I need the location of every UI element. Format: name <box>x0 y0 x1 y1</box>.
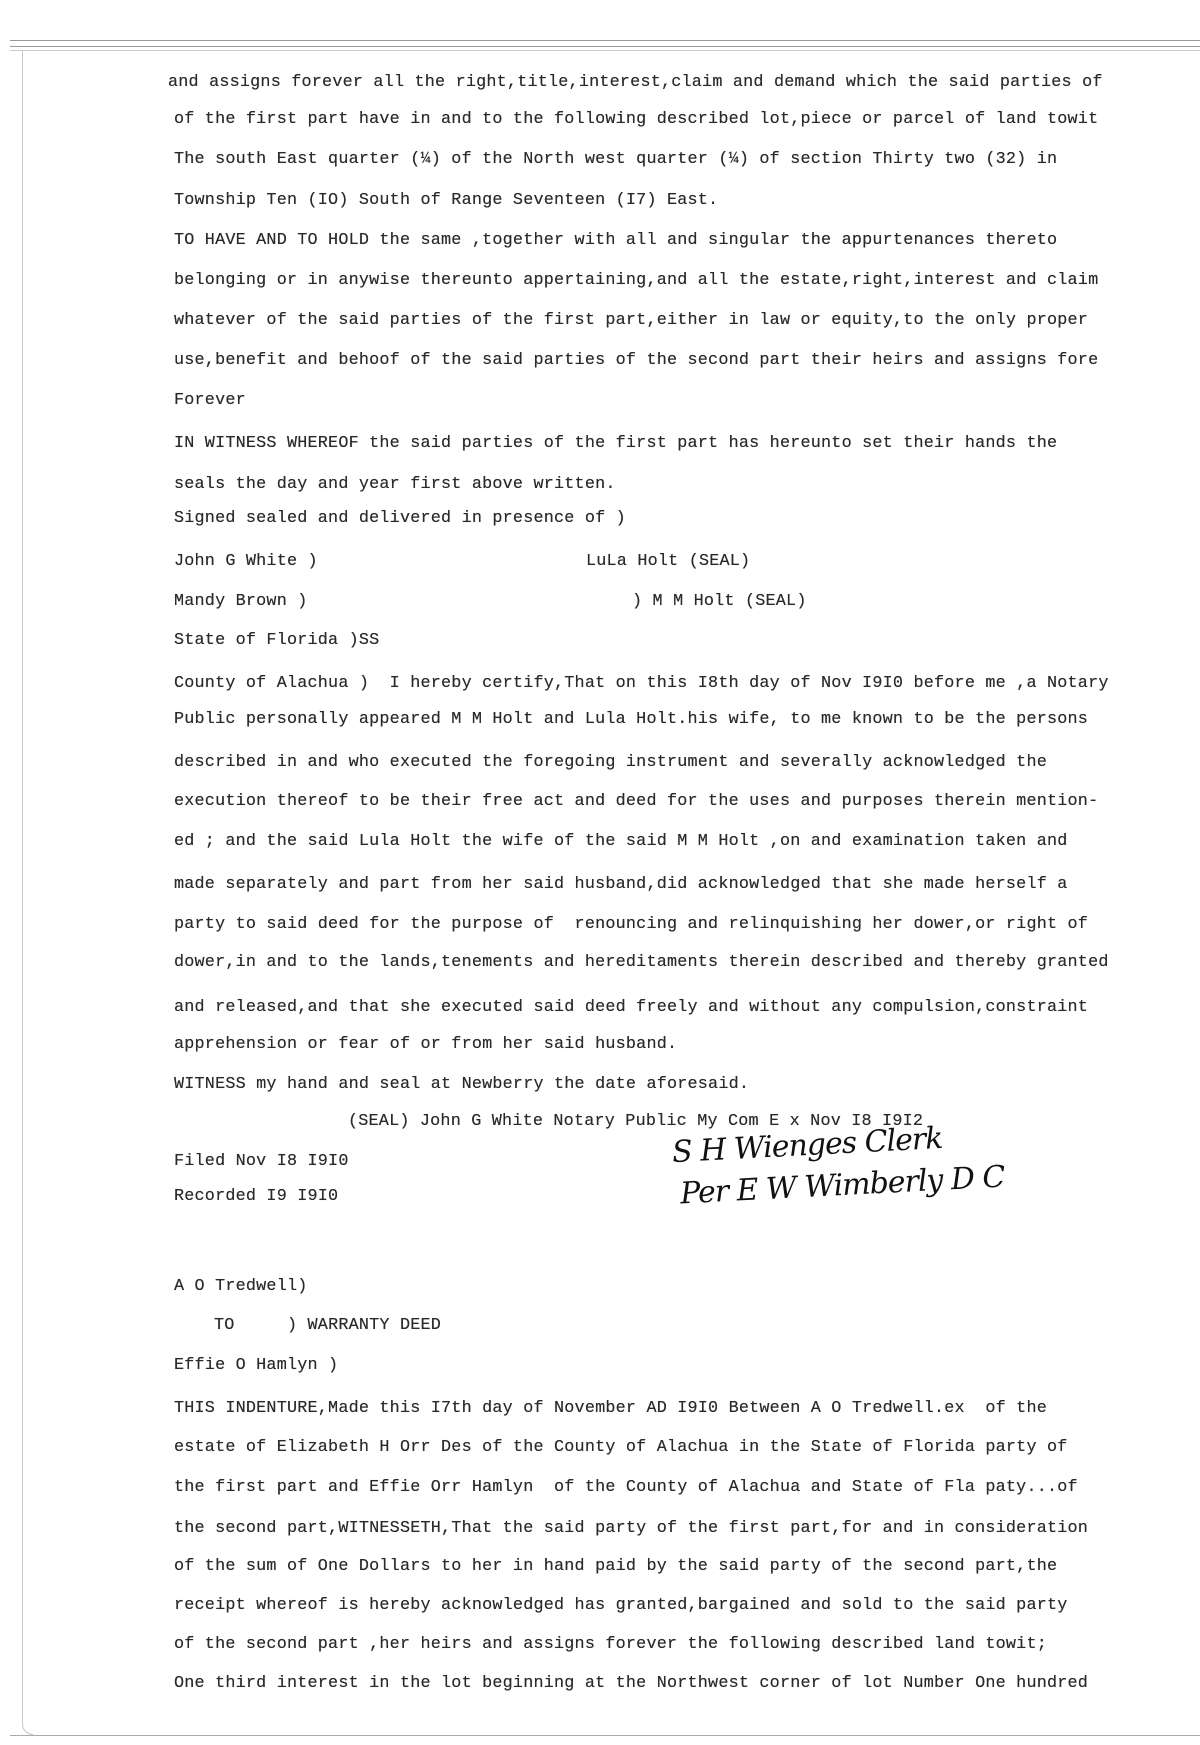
grantor-signature: ) M M Holt (SEAL) <box>632 592 807 611</box>
deputy-clerk-signature: Per E W Wimberly D C <box>679 1159 1006 1212</box>
text-line: and released,and that she executed said deed freely and without any compulsion,constraint <box>174 998 1089 1017</box>
page-edge <box>22 50 33 1735</box>
text-line: execution thereof to be their free act and deed for the uses and purposes therein mention- <box>174 792 1099 811</box>
text-line: IN WITNESS WHEREOF the said parties of the first part has hereunto set their hands the <box>174 434 1058 453</box>
text-line: receipt whereof is hereby acknowledged has granted,bargained and sold to the said party <box>174 1596 1068 1615</box>
text-line: of the first part have in and to the following described lot,piece or parcel of land towit <box>174 110 1099 129</box>
text-line: described in and who executed the foregoing instrument and severally acknowledged the <box>174 753 1047 772</box>
top-border-line <box>10 46 1200 47</box>
text-line: and assigns forever all the right,title,interest,claim and demand which the said parties of <box>168 73 1103 92</box>
text-line: Forever <box>174 391 246 410</box>
text-line: ed ; and the said Lula Holt the wife of the said M M Holt ,on and examination taken and <box>174 832 1068 851</box>
grantee-heading: Effie O Hamlyn ) <box>174 1356 339 1375</box>
text-line: WITNESS my hand and seal at Newberry the date aforesaid. <box>174 1075 750 1094</box>
clerk-signature: S H Wienges Clerk <box>671 1120 944 1171</box>
witness-name: John G White ) <box>174 552 318 571</box>
text-line: One third interest in the lot beginning at the Northwest corner of lot Number One hundred <box>174 1674 1089 1693</box>
text-line: apprehension or fear of or from her said husband. <box>174 1035 678 1054</box>
text-line: County of Alachua ) I hereby certify,That on this I8th day of Nov I9I0 before me ,a Notary <box>174 674 1109 693</box>
text-line: the second part,WITNESSETH,That the said party of the first part,for and in consideration <box>174 1519 1089 1538</box>
text-line: estate of Elizabeth H Orr Des of the County of Alachua in the State of Florida party of <box>174 1438 1068 1457</box>
witness-name: Mandy Brown ) <box>174 592 308 611</box>
grantor-heading: A O Tredwell) <box>174 1277 308 1296</box>
deed-type-heading: ) WARRANTY DEED <box>287 1316 442 1335</box>
grantor-signature: LuLa Holt (SEAL) <box>586 552 751 571</box>
filed-date: Filed Nov I8 I9I0 <box>174 1152 349 1171</box>
text-line: seals the day and year first above written. <box>174 475 616 494</box>
text-line: the first part and Effie Orr Hamlyn of the County of Alachua and State of Fla paty...of <box>174 1478 1078 1497</box>
text-line: made separately and part from her said husband,did acknowledged that she made herself a <box>174 875 1068 894</box>
top-border-line <box>10 40 1200 41</box>
notary-line: (SEAL) John G White Notary Public My Com E x Nov I8 I9I2 <box>348 1112 924 1131</box>
text-line: party to said deed for the purpose of renouncing and relinquishing her dower,or right of <box>174 915 1089 934</box>
text-line: Public personally appeared M M Holt and Lula Holt.his wife, to me known to be the persons <box>174 710 1089 729</box>
text-line: THIS INDENTURE,Made this I7th day of November AD I9I0 Between A O Tredwell.ex of the <box>174 1399 1047 1418</box>
heading-to: TO <box>214 1316 235 1335</box>
text-line: dower,in and to the lands,tenements and hereditaments therein described and thereby granted <box>174 953 1109 972</box>
bottom-border-line <box>10 1735 1200 1736</box>
text-line: whatever of the said parties of the first part,either in law or equity,to the only proper <box>174 311 1089 330</box>
text-line: Signed sealed and delivered in presence of ) <box>174 509 626 528</box>
recorded-date: Recorded I9 I9I0 <box>174 1187 339 1206</box>
text-line: of the sum of One Dollars to her in hand paid by the said party of the second part,the <box>174 1557 1058 1576</box>
text-line: of the second part ,her heirs and assigns forever the following described land towit; <box>174 1635 1047 1654</box>
top-border-line <box>10 50 1200 51</box>
text-line: belonging or in anywise thereunto appertaining,and all the estate,right,interest and claim <box>174 271 1099 290</box>
text-line: TO HAVE AND TO HOLD the same ,together with all and singular the appurtenances thereto <box>174 231 1058 250</box>
text-line: use,benefit and behoof of the said parties of the second part their heirs and assigns fore <box>174 351 1099 370</box>
text-line: The south East quarter (¼) of the North west quarter (¼) of section Thirty two (32) in <box>174 150 1058 169</box>
text-line: Township Ten (IO) South of Range Seventeen (I7) East. <box>174 191 719 210</box>
text-line: State of Florida )SS <box>174 631 380 650</box>
